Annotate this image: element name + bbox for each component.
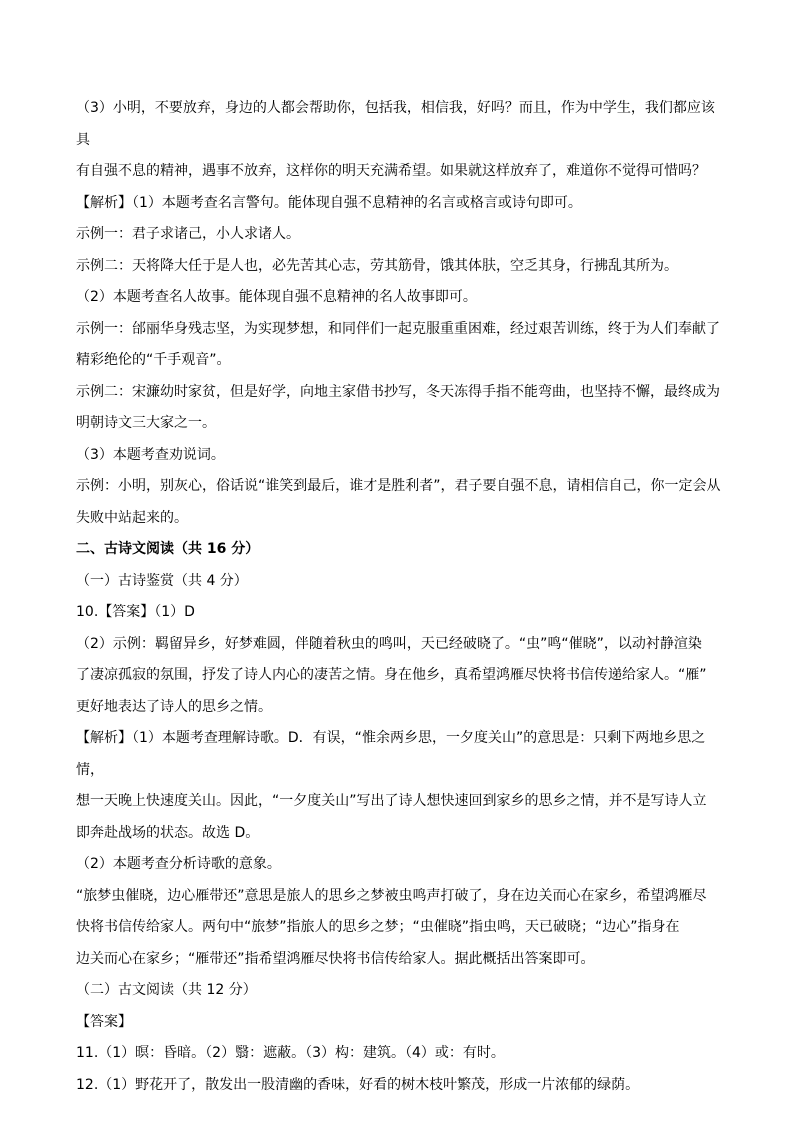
text-line: 【答案】 <box>76 1013 132 1030</box>
text-line: 失败中站起来的。 <box>76 509 188 526</box>
text-line: 快将书信传给家人。两句中“旅梦”指旅人的思乡之梦；“虫催晓”指虫鸣，天已破晓；“边心”指身在 <box>76 919 680 935</box>
text-line: 12.（1）野花开了，散发出一股清幽的香味，好看的树木枝叶繁茂，形成一片浓郁的绿荫。 <box>76 1076 640 1093</box>
text-line: （3）本题考查劝说词。 <box>76 446 225 463</box>
text-line: 【解析】（1）本题考查理解诗歌。D．有误，“惟余两乡思，一夕度关山”的意思是：只剩下两地乡思之情， <box>76 730 706 778</box>
text-line: 有自强不息的精神，遇事不放弃，这样你的明天充满希望。如果就这样放弃了，难道你不觉得可惜吗？ <box>76 163 706 179</box>
text-line: 10.【答案】（1）D <box>76 604 195 620</box>
text-line: 二、古诗文阅读（共 16 分） <box>76 541 260 557</box>
text-line: （2）本题考查分析诗歌的意象。 <box>76 856 281 872</box>
text-line: 示例二：天将降大任于是人也，必先苦其心志，劳其筋骨，饿其体肤，空乏其身，行拂乱其所为。 <box>76 257 678 274</box>
text-line: 更好地表达了诗人的思乡之情。 <box>76 698 272 715</box>
text-line: 即奔赴战场的状态。故选 D。 <box>76 824 260 841</box>
text-line: （2）本题考查名人故事。能体现自强不息精神的名人故事即可。 <box>76 289 477 305</box>
text-line: （3）小明，不要放弃，身边的人都会帮助你，包括我，相信我，好吗？而且，作为中学生，我们都应该具 <box>76 100 715 148</box>
text-line: （一）古诗鉴赏（共 4 分） <box>76 572 248 589</box>
text-line: “旅梦虫催晓，边心雁带还”意思是旅人的思乡之梦被虫鸣声打破了，身在边关而心在家乡，希望鸿雁尽 <box>76 887 707 904</box>
text-line: （二）古文阅读（共 12 分） <box>76 982 257 998</box>
text-line: 明朝诗文三大家之一。 <box>76 415 216 431</box>
text-line: 边关而心在家乡；“雁带还”指希望鸿雁尽快将书信传给家人。据此概括出答案即可。 <box>76 950 595 967</box>
text-line: 示例一：君子求诸己，小人求诸人。 <box>76 226 300 242</box>
text-line: 精彩绝伦的“千手观音”。 <box>76 352 231 368</box>
text-line: 想一天晚上快速度关山。因此，“一夕度关山”写出了诗人想快速回到家乡的思乡之情，并不是写诗人立 <box>76 793 707 809</box>
text-line: 示例一：邰丽华身残志坚，为实现梦想，和同伴们一起克服重重困难，经过艰苦训练，终于为人们奉献了 <box>76 320 720 337</box>
text-line: 示例二：宋濂幼时家贫，但是好学，向地主家借书抄写，冬天冻得手指不能弯曲，也坚持不懈，最终成为 <box>76 383 720 400</box>
text-line: （2）示例：羁留异乡，好梦难圆，伴随着秋虫的鸣叫，天已经破晓了。“虫”鸣“催晓”，以动衬静渲染 <box>76 635 702 652</box>
document-body <box>76 93 721 1101</box>
text-line: 【解析】（1）本题考查名言警句。能体现自强不息精神的名言或格言或诗句即可。 <box>76 194 582 211</box>
text-line: 11.（1）暝：昏暗。（2）翳：遮蔽。（3）构：建筑。（4）或：有时。 <box>76 1045 505 1061</box>
text-line: 了凄凉孤寂的氛围，抒发了诗人内心的凄苦之情。身在他乡，真希望鸿雁尽快将书信传递给家人。“雁” <box>76 667 707 683</box>
text-line: 示例：小明，别灰心，俗话说“谁笑到最后，谁才是胜利者”，君子要自强不息，请相信自己，你一定会从 <box>76 478 721 494</box>
